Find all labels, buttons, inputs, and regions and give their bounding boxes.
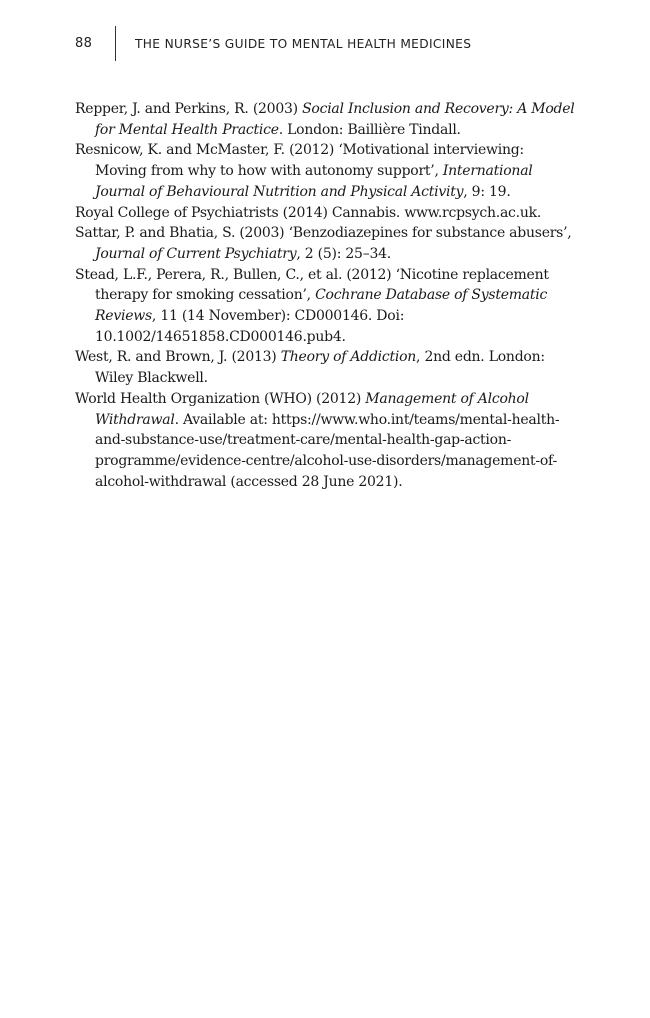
reference-entry [75, 203, 577, 224]
reference-entry [75, 389, 577, 493]
reference-text: . London: Baillière Tindall. [278, 121, 461, 138]
reference-title: Cochrane Database of Systematic Reviews [95, 287, 548, 325]
reference-text: . Available at: https://www.who.int/teams/mental-health-and-substance-use/treatment-care/mental-health-gap-action-programme/evidence-centre/alcohol-use-disorders/management-of-alcohol-withdrawal (accessed 28 June 2021). [95, 411, 560, 490]
header-divider [115, 26, 116, 61]
reference-text: , 11 (14 November): CD000146. Doi: 10.1002/14651858.CD000146.pub4. [95, 308, 405, 345]
reference-text: Repper, J. and Perkins, R. (2003) [75, 101, 303, 117]
reference-title: Social Inclusion and Recovery: A Model for Mental Health Practice [95, 101, 575, 138]
running-title: THE NURSE’S GUIDE TO MENTAL HEALTH MEDICINES [135, 37, 472, 51]
reference-text: Stead, L.F., Perera, R., Bullen, C., et al. (2012) ‘Nicotine replacement therapy for smoking cessation’, [75, 266, 549, 304]
reference-text: , 9: 19. [463, 183, 511, 200]
reference-text: , 2nd edn. London: Wiley Blackwell. [95, 349, 545, 387]
running-head [75, 26, 595, 62]
reference-text: West, R. and Brown, J. (2013) [75, 349, 281, 366]
reference-entry [75, 347, 577, 388]
reference-title: Journal of Current Psychiatry [95, 245, 297, 262]
reference-text: Royal College of Psychiatrists (2014) Cannabis. www.rcpsych.ac.uk. [75, 204, 542, 221]
reference-text: World Health Organization (WHO) (2012) [75, 390, 366, 407]
reference-entry [75, 99, 577, 140]
reference-entry [75, 223, 577, 264]
page-number: 88 [75, 36, 93, 51]
reference-text: Sattar, P. and Bhatia, S. (2003) ‘Benzodiazepines for substance abusers’, [75, 225, 572, 242]
reference-entry [75, 265, 577, 348]
reference-title: Theory of Addiction [280, 349, 417, 366]
reference-entry [75, 140, 577, 202]
reference-list [75, 99, 577, 492]
reference-title: Management of Alcohol Withdrawal [95, 390, 529, 428]
reference-text: Resnicow, K. and McMaster, F. (2012) ‘Motivational interviewing: Moving from why to how with autonomy support’, [75, 142, 524, 180]
reference-text: , 2 (5): 25–34. [296, 245, 391, 262]
reference-title: International Journal of Behavioural Nutrition and Physical Activity [95, 163, 533, 200]
